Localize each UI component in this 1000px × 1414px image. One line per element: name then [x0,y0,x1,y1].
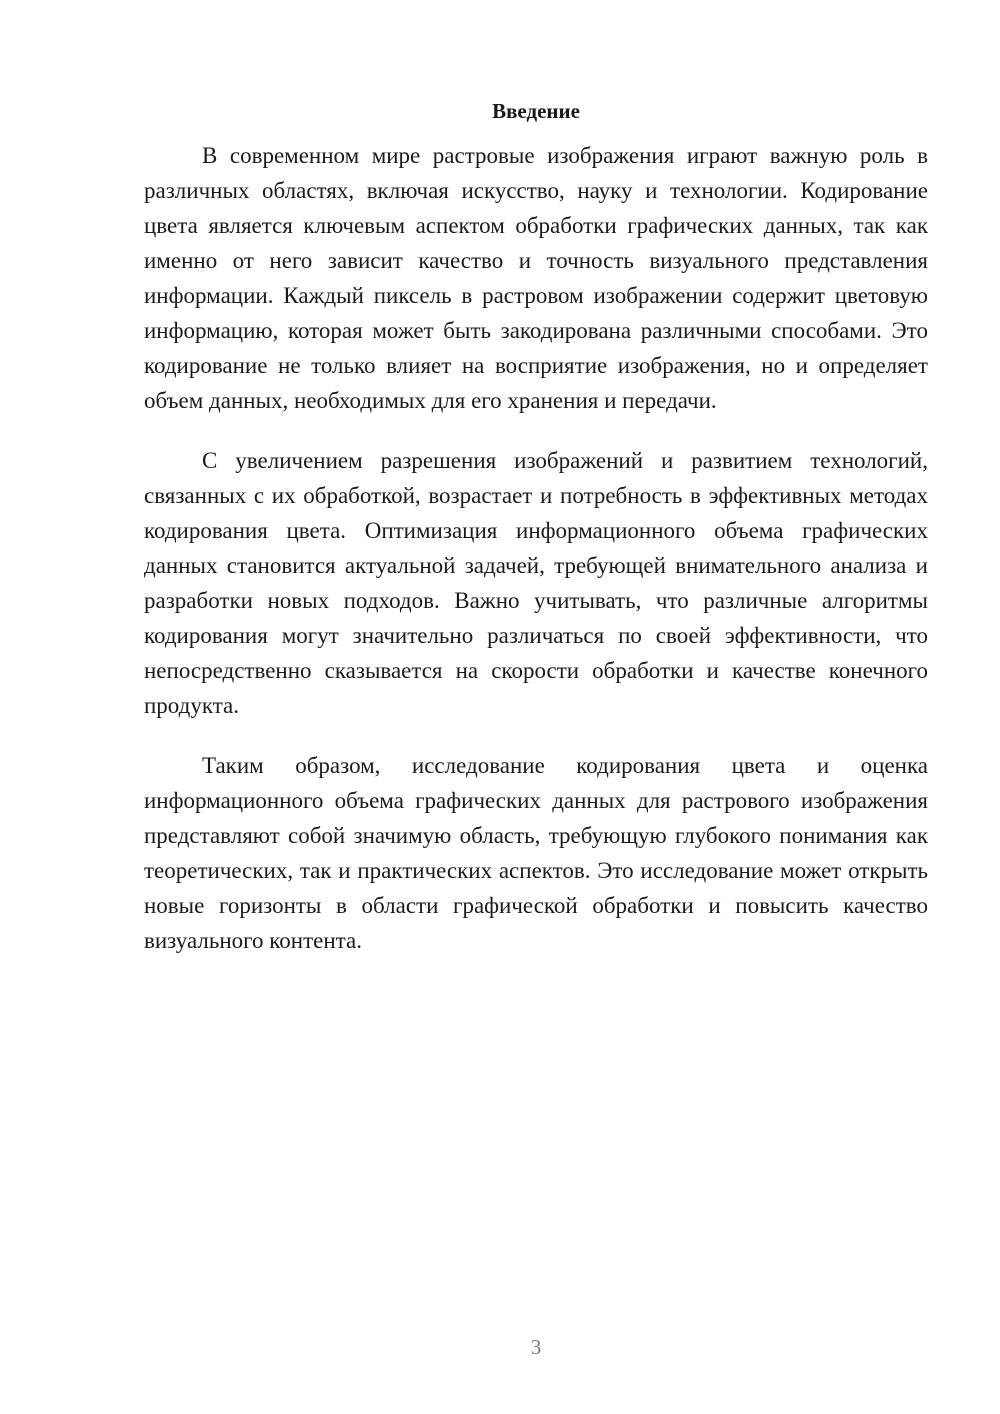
paragraph-3: Таким образом, исследование кодирования цвета и оценка информационного объема графических данных для растрового изображения представляют собой значимую область, требующую глубокого понимания как теоретических, так и практических аспектов. Это исследование может открыть новые горизонты в области графической обработки и повысить качество визуального контента. [144,753,928,953]
page-number: 3 [530,1335,542,1359]
paragraph-1: В современном мире растровые изображения играют важную роль в различных областях, включая искусство, науку и технологии. Кодирование цвета является ключевым аспектом обработки графических данных, так как именно от него зависит качество и точность визуального представления информации. Каждый пиксель в растровом изображении содержит цветовую информацию, которая может быть закодирована различными способами. Это кодирование не только влияет на восприятие изображения, но и определяет объем данных, необходимых для его хранения и передачи. [144,143,928,413]
page-content [144,96,928,983]
paragraph-2: С увеличением разрешения изображений и развитием технологий, связанных с их обработкой, возрастает и потребность в эффективных методах кодирования цвета. Оптимизация информационного объема графических данных становится актуальной задачей, требующей внимательного анализа и разработки новых подходов. Важно учитывать, что различные алгоритмы кодирования могут значительно различаться по своей эффективности, что непосредственно сказывается на скорости обработки и качестве конечного продукта. [144,448,928,718]
section-heading: Введение [492,99,580,123]
